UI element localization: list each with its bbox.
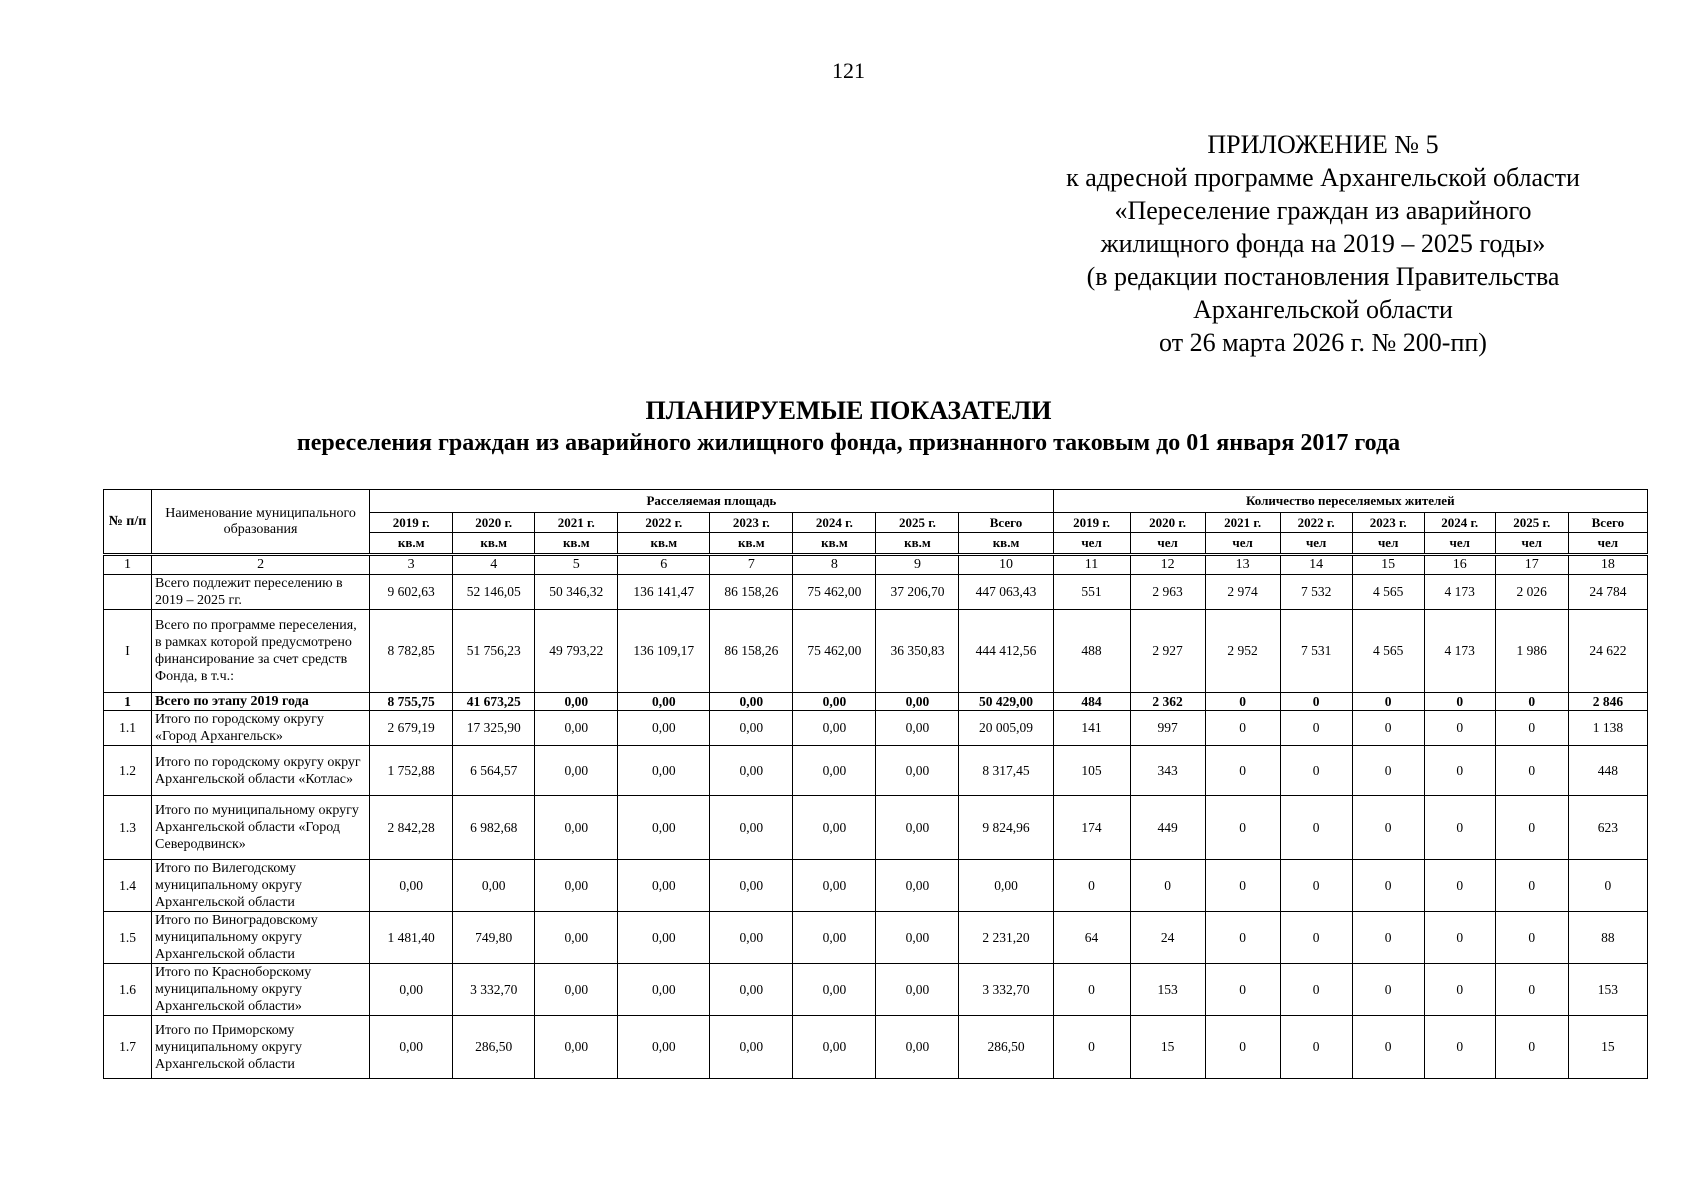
- row-name-cell: Всего подлежит переселению в 2019 – 2025 гг.: [152, 575, 370, 610]
- appendix-line: ПРИЛОЖЕНИЕ № 5: [1207, 130, 1439, 159]
- area-value-cell: 0,00: [710, 860, 793, 912]
- document-subtitle: переселения граждан из аварийного жилищного фонда, признанного таковым до 01 января 2017 года: [296, 430, 1401, 456]
- column-number-cell: 4: [453, 555, 535, 575]
- area-value-cell: 286,50: [453, 1016, 535, 1079]
- header-people-unit: чел: [1280, 533, 1352, 555]
- area-value-cell: 36 350,83: [876, 610, 959, 693]
- area-value-cell: 0,00: [793, 860, 876, 912]
- area-value-cell: 3 332,70: [959, 964, 1053, 1016]
- header-people-year: 2025 г.: [1495, 513, 1568, 533]
- header-area-year: 2024 г.: [793, 513, 876, 533]
- people-value-cell: 174: [1053, 796, 1130, 860]
- people-value-cell: 0: [1352, 796, 1424, 860]
- area-value-cell: 749,80: [453, 912, 535, 964]
- area-value-cell: 75 462,00: [793, 610, 876, 693]
- header-people-group: Количество переселяемых жителей: [1053, 490, 1647, 513]
- header-area-year: 2022 г.: [618, 513, 710, 533]
- header-people-year: 2022 г.: [1280, 513, 1352, 533]
- people-value-cell: 0: [1495, 1016, 1568, 1079]
- area-value-cell: 52 146,05: [453, 575, 535, 610]
- table-row: [104, 796, 1648, 860]
- people-value-cell: 0: [1280, 796, 1352, 860]
- row-name-cell: Итого по Приморскому муниципальному округу Архангельской области: [152, 1016, 370, 1079]
- header-people-unit: чел: [1130, 533, 1205, 555]
- table-row: [104, 693, 1648, 711]
- area-value-cell: 136 141,47: [618, 575, 710, 610]
- header-area-unit: кв.м: [710, 533, 793, 555]
- people-value-cell: 153: [1568, 964, 1647, 1016]
- area-value-cell: 0,00: [710, 693, 793, 711]
- area-value-cell: 0,00: [710, 796, 793, 860]
- area-value-cell: 8 755,75: [370, 693, 453, 711]
- people-value-cell: 0: [1352, 746, 1424, 796]
- people-value-cell: 0: [1205, 1016, 1280, 1079]
- people-value-cell: 2 026: [1495, 575, 1568, 610]
- header-name: Наименование муниципального образования: [152, 490, 370, 555]
- column-number-cell: 14: [1280, 555, 1352, 575]
- header-people-year: 2019 г.: [1053, 513, 1130, 533]
- people-value-cell: 0: [1205, 964, 1280, 1016]
- people-value-cell: 0: [1280, 912, 1352, 964]
- area-value-cell: 0,00: [618, 860, 710, 912]
- area-value-cell: 9 602,63: [370, 575, 453, 610]
- people-value-cell: 0: [1280, 860, 1352, 912]
- header-people-year: Всего: [1568, 513, 1647, 533]
- area-value-cell: 86 158,26: [710, 575, 793, 610]
- appendix-header: [1013, 128, 1633, 359]
- area-value-cell: 50 346,32: [535, 575, 618, 610]
- column-number-cell: 3: [370, 555, 453, 575]
- people-value-cell: 24 622: [1568, 610, 1647, 693]
- area-value-cell: 41 673,25: [453, 693, 535, 711]
- column-number-cell: 6: [618, 555, 710, 575]
- header-area-unit: кв.м: [535, 533, 618, 555]
- people-value-cell: 141: [1053, 711, 1130, 746]
- area-value-cell: 1 481,40: [370, 912, 453, 964]
- header-area-unit: кв.м: [793, 533, 876, 555]
- header-people-unit: чел: [1568, 533, 1647, 555]
- area-value-cell: 1 752,88: [370, 746, 453, 796]
- row-number-cell: 1: [104, 693, 152, 711]
- people-value-cell: 0: [1053, 1016, 1130, 1079]
- people-value-cell: 0: [1424, 912, 1495, 964]
- table-row: [104, 1016, 1648, 1079]
- people-value-cell: 0: [1424, 711, 1495, 746]
- people-value-cell: 1 138: [1568, 711, 1647, 746]
- people-value-cell: 488: [1053, 610, 1130, 693]
- row-name-cell: Итого по Вилегодскому муниципальному округу Архангельской области: [152, 860, 370, 912]
- people-value-cell: 0: [1053, 964, 1130, 1016]
- people-value-cell: 0: [1205, 746, 1280, 796]
- people-value-cell: 0: [1352, 693, 1424, 711]
- people-value-cell: 449: [1130, 796, 1205, 860]
- area-value-cell: 8 317,45: [959, 746, 1053, 796]
- people-value-cell: 0: [1495, 964, 1568, 1016]
- people-value-cell: 0: [1205, 796, 1280, 860]
- header-people-year: 2021 г.: [1205, 513, 1280, 533]
- people-value-cell: 0: [1280, 746, 1352, 796]
- column-number-cell: 9: [876, 555, 959, 575]
- row-number-cell: 1.2: [104, 746, 152, 796]
- area-value-cell: 0,00: [710, 746, 793, 796]
- people-value-cell: 0: [1205, 693, 1280, 711]
- people-value-cell: 0: [1568, 860, 1647, 912]
- header-people-unit: чел: [1495, 533, 1568, 555]
- people-value-cell: 7 531: [1280, 610, 1352, 693]
- header-area-year: 2021 г.: [535, 513, 618, 533]
- people-value-cell: 0: [1352, 860, 1424, 912]
- appendix-line: к адресной программе Архангельской области: [1066, 163, 1580, 192]
- area-value-cell: 0,00: [710, 964, 793, 1016]
- people-value-cell: 997: [1130, 711, 1205, 746]
- people-value-cell: 2 927: [1130, 610, 1205, 693]
- column-number-cell: 8: [793, 555, 876, 575]
- table-row: [104, 610, 1648, 693]
- area-value-cell: 0,00: [793, 796, 876, 860]
- header-area-year: 2020 г.: [453, 513, 535, 533]
- area-value-cell: 0,00: [876, 860, 959, 912]
- header-area-year: 2019 г.: [370, 513, 453, 533]
- area-value-cell: 9 824,96: [959, 796, 1053, 860]
- header-area-year: 2025 г.: [876, 513, 959, 533]
- area-value-cell: 0,00: [535, 964, 618, 1016]
- area-value-cell: 136 109,17: [618, 610, 710, 693]
- area-value-cell: 51 756,23: [453, 610, 535, 693]
- people-value-cell: 0: [1352, 711, 1424, 746]
- people-value-cell: 0: [1495, 746, 1568, 796]
- area-value-cell: 0,00: [793, 964, 876, 1016]
- appendix-line: жилищного фонда на 2019 – 2025 годы»: [1100, 229, 1546, 258]
- row-number-cell: 1.4: [104, 860, 152, 912]
- people-value-cell: 0: [1424, 693, 1495, 711]
- area-value-cell: 2 679,19: [370, 711, 453, 746]
- people-value-cell: 0: [1495, 796, 1568, 860]
- header-area-group: Расселяемая площадь: [370, 490, 1053, 513]
- area-value-cell: 0,00: [876, 964, 959, 1016]
- people-value-cell: 2 974: [1205, 575, 1280, 610]
- table-row: [104, 860, 1648, 912]
- people-value-cell: 623: [1568, 796, 1647, 860]
- document-title: ПЛАНИРУЕМЫЕ ПОКАЗАТЕЛИ: [645, 396, 1052, 425]
- area-value-cell: 0,00: [370, 964, 453, 1016]
- area-value-cell: 3 332,70: [453, 964, 535, 1016]
- area-value-cell: 444 412,56: [959, 610, 1053, 693]
- header-area-unit: кв.м: [370, 533, 453, 555]
- row-name-cell: Итого по муниципальному округу Архангельской области «Город Северодвинск»: [152, 796, 370, 860]
- people-value-cell: 0: [1495, 693, 1568, 711]
- people-value-cell: 0: [1495, 912, 1568, 964]
- area-value-cell: 0,00: [370, 1016, 453, 1079]
- area-value-cell: 75 462,00: [793, 575, 876, 610]
- area-value-cell: 0,00: [535, 693, 618, 711]
- row-name-cell: Итого по Виноградовскому муниципальному округу Архангельской области: [152, 912, 370, 964]
- area-value-cell: 0,00: [793, 746, 876, 796]
- area-value-cell: 0,00: [959, 860, 1053, 912]
- people-value-cell: 64: [1053, 912, 1130, 964]
- area-value-cell: 0,00: [618, 912, 710, 964]
- area-value-cell: 0,00: [793, 1016, 876, 1079]
- people-value-cell: 4 565: [1352, 610, 1424, 693]
- people-value-cell: 2 963: [1130, 575, 1205, 610]
- column-number-row: [104, 555, 1648, 575]
- area-value-cell: 0,00: [535, 912, 618, 964]
- appendix-line: (в редакции постановления Правительства: [1086, 262, 1560, 291]
- people-value-cell: 7 532: [1280, 575, 1352, 610]
- people-value-cell: 15: [1130, 1016, 1205, 1079]
- people-value-cell: 0: [1424, 796, 1495, 860]
- people-value-cell: 0: [1205, 912, 1280, 964]
- people-value-cell: 0: [1280, 711, 1352, 746]
- area-value-cell: 0,00: [876, 711, 959, 746]
- area-value-cell: 0,00: [793, 711, 876, 746]
- people-value-cell: 24: [1130, 912, 1205, 964]
- area-value-cell: 0,00: [876, 746, 959, 796]
- row-number-cell: 1.1: [104, 711, 152, 746]
- column-number-cell: 12: [1130, 555, 1205, 575]
- header-area-unit: кв.м: [876, 533, 959, 555]
- column-number-cell: 11: [1053, 555, 1130, 575]
- people-value-cell: 0: [1280, 1016, 1352, 1079]
- area-value-cell: 6 982,68: [453, 796, 535, 860]
- area-value-cell: 37 206,70: [876, 575, 959, 610]
- people-value-cell: 0: [1424, 1016, 1495, 1079]
- area-value-cell: 2 231,20: [959, 912, 1053, 964]
- area-value-cell: 0,00: [618, 711, 710, 746]
- indicators-table-container: [103, 489, 1648, 1079]
- area-value-cell: 0,00: [793, 912, 876, 964]
- column-number-cell: 10: [959, 555, 1053, 575]
- people-value-cell: 0: [1495, 711, 1568, 746]
- row-number-cell: 1.5: [104, 912, 152, 964]
- column-number-cell: 15: [1352, 555, 1424, 575]
- people-value-cell: 0: [1352, 912, 1424, 964]
- people-value-cell: 0: [1352, 1016, 1424, 1079]
- people-value-cell: 0: [1205, 860, 1280, 912]
- people-value-cell: 15: [1568, 1016, 1647, 1079]
- row-name-cell: Итого по городскому округу округ Архангельской области «Котлас»: [152, 746, 370, 796]
- indicators-table: [103, 489, 1648, 1079]
- header-people-unit: чел: [1053, 533, 1130, 555]
- column-number-cell: 13: [1205, 555, 1280, 575]
- people-value-cell: 4 565: [1352, 575, 1424, 610]
- header-people-unit: чел: [1205, 533, 1280, 555]
- area-value-cell: 6 564,57: [453, 746, 535, 796]
- header-area-year: 2023 г.: [710, 513, 793, 533]
- column-number-cell: 16: [1424, 555, 1495, 575]
- area-value-cell: 17 325,90: [453, 711, 535, 746]
- row-name-cell: Всего по программе переселения, в рамках которой предусмотрено финансирование за счет средств Фонда, в т.ч.:: [152, 610, 370, 693]
- people-value-cell: 448: [1568, 746, 1647, 796]
- area-value-cell: 447 063,43: [959, 575, 1053, 610]
- people-value-cell: 2 362: [1130, 693, 1205, 711]
- row-name-cell: Итого по Красноборскому муниципальному округу Архангельской области»: [152, 964, 370, 1016]
- column-number-cell: 18: [1568, 555, 1647, 575]
- row-number-cell: I: [104, 610, 152, 693]
- row-number-cell: 1.6: [104, 964, 152, 1016]
- area-value-cell: 0,00: [876, 1016, 959, 1079]
- people-value-cell: 4 173: [1424, 575, 1495, 610]
- area-value-cell: 8 782,85: [370, 610, 453, 693]
- people-value-cell: 4 173: [1424, 610, 1495, 693]
- area-value-cell: 0,00: [876, 912, 959, 964]
- header-num: № п/п: [104, 490, 152, 555]
- people-value-cell: 0: [1424, 746, 1495, 796]
- people-value-cell: 88: [1568, 912, 1647, 964]
- area-value-cell: 20 005,09: [959, 711, 1053, 746]
- row-name-cell: Итого по городскому округу «Город Архангельск»: [152, 711, 370, 746]
- area-value-cell: 0,00: [618, 1016, 710, 1079]
- people-value-cell: 0: [1280, 693, 1352, 711]
- people-value-cell: 0: [1205, 711, 1280, 746]
- people-value-cell: 0: [1424, 860, 1495, 912]
- area-value-cell: 0,00: [535, 746, 618, 796]
- people-value-cell: 24 784: [1568, 575, 1647, 610]
- area-value-cell: 0,00: [710, 912, 793, 964]
- area-value-cell: 286,50: [959, 1016, 1053, 1079]
- table-row: [104, 711, 1648, 746]
- header-area-year: Всего: [959, 513, 1053, 533]
- area-value-cell: 0,00: [618, 796, 710, 860]
- area-value-cell: 0,00: [710, 711, 793, 746]
- column-number-cell: 5: [535, 555, 618, 575]
- row-number-cell: 1.7: [104, 1016, 152, 1079]
- header-people-unit: чел: [1424, 533, 1495, 555]
- area-value-cell: 0,00: [618, 964, 710, 1016]
- people-value-cell: 0: [1130, 860, 1205, 912]
- column-number-cell: 2: [152, 555, 370, 575]
- header-people-year: 2023 г.: [1352, 513, 1424, 533]
- area-value-cell: 50 429,00: [959, 693, 1053, 711]
- area-value-cell: 0,00: [618, 693, 710, 711]
- area-value-cell: 0,00: [710, 1016, 793, 1079]
- area-value-cell: 0,00: [876, 693, 959, 711]
- column-number-cell: 17: [1495, 555, 1568, 575]
- area-value-cell: 2 842,28: [370, 796, 453, 860]
- area-value-cell: 0,00: [370, 860, 453, 912]
- area-value-cell: 86 158,26: [710, 610, 793, 693]
- area-value-cell: 0,00: [876, 796, 959, 860]
- table-row: [104, 575, 1648, 610]
- area-value-cell: 0,00: [453, 860, 535, 912]
- people-value-cell: 0: [1280, 964, 1352, 1016]
- header-area-unit: кв.м: [959, 533, 1053, 555]
- area-value-cell: 0,00: [618, 746, 710, 796]
- people-value-cell: 0: [1352, 964, 1424, 1016]
- people-value-cell: 0: [1495, 860, 1568, 912]
- column-number-cell: 7: [710, 555, 793, 575]
- people-value-cell: 0: [1053, 860, 1130, 912]
- appendix-line: от 26 марта 2026 г. № 200-пп): [1159, 328, 1487, 357]
- row-name-cell: Всего по этапу 2019 года: [152, 693, 370, 711]
- area-value-cell: 0,00: [535, 796, 618, 860]
- people-value-cell: 343: [1130, 746, 1205, 796]
- people-value-cell: 105: [1053, 746, 1130, 796]
- people-value-cell: 1 986: [1495, 610, 1568, 693]
- column-number-cell: 1: [104, 555, 152, 575]
- people-value-cell: 2 846: [1568, 693, 1647, 711]
- table-row: [104, 746, 1648, 796]
- header-people-year: 2020 г.: [1130, 513, 1205, 533]
- appendix-line: «Переселение граждан из аварийного: [1114, 196, 1532, 225]
- header-people-year: 2024 г.: [1424, 513, 1495, 533]
- page-number: 121: [832, 58, 865, 83]
- appendix-line: Архангельской области: [1193, 295, 1453, 324]
- area-value-cell: 0,00: [793, 693, 876, 711]
- header-people-unit: чел: [1352, 533, 1424, 555]
- table-row: [104, 964, 1648, 1016]
- row-number-cell: 1.3: [104, 796, 152, 860]
- people-value-cell: 484: [1053, 693, 1130, 711]
- people-value-cell: 153: [1130, 964, 1205, 1016]
- header-area-unit: кв.м: [618, 533, 710, 555]
- row-number-cell: [104, 575, 152, 610]
- area-value-cell: 0,00: [535, 860, 618, 912]
- header-area-unit: кв.м: [453, 533, 535, 555]
- people-value-cell: 0: [1424, 964, 1495, 1016]
- area-value-cell: 0,00: [535, 711, 618, 746]
- people-value-cell: 551: [1053, 575, 1130, 610]
- people-value-cell: 2 952: [1205, 610, 1280, 693]
- table-row: [104, 912, 1648, 964]
- area-value-cell: 0,00: [535, 1016, 618, 1079]
- area-value-cell: 49 793,22: [535, 610, 618, 693]
